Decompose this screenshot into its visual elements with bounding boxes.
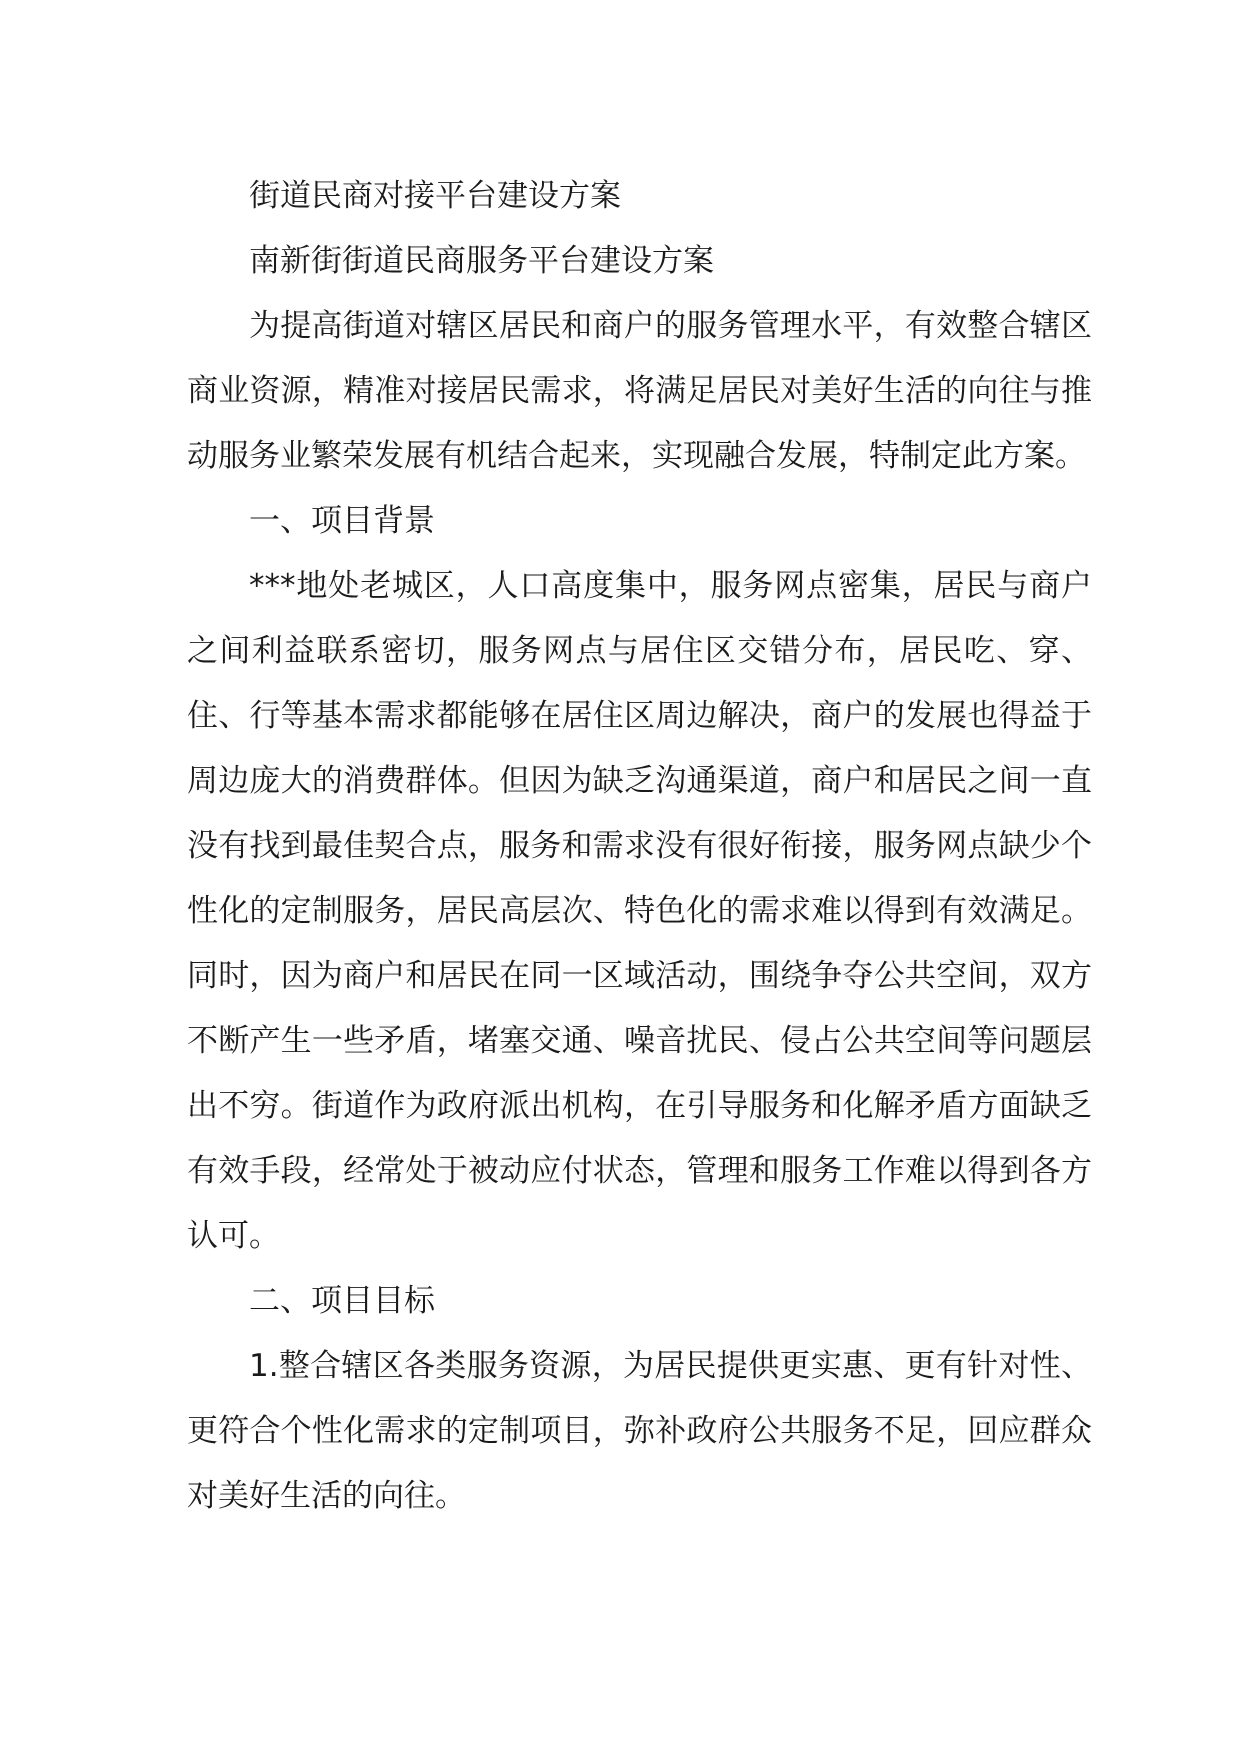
document-body	[187, 164, 1092, 1529]
goal-item-1: 1.整合辖区各类服务资源，为居民提供更实惠、更有针对性、更符合个性化需求的定制项目，弥补政府公共服务不足，回应群众对美好生活的向往。	[187, 1348, 1092, 1514]
document-title: 街道民商对接平台建设方案	[249, 178, 621, 214]
section-heading-goals: 二、项目目标	[249, 1283, 435, 1319]
document-subtitle: 南新街街道民商服务平台建设方案	[249, 243, 714, 279]
intro-paragraph: 为提高街道对辖区居民和商户的服务管理水平，有效整合辖区商业资源，精准对接居民需求，将满足居民对美好生活的向往与推动服务业繁荣发展有机结合起来，实现融合发展，特制定此方案。	[187, 308, 1092, 474]
background-paragraph: ***地处老城区，人口高度集中，服务网点密集，居民与商户之间利益联系密切，服务网点与居住区交错分布，居民吃、穿、住、行等基本需求都能够在居住区周边解决，商户的发展也得益于周边庞大的消费群体。但因为缺乏沟通渠道，商户和居民之间一直没有找到最佳契合点，服务和需求没有很好衔接，服务网点缺少个性化的定制服务，居民高层次、特色化的需求难以得到有效满足。同时，因为商户和居民在同一区域活动，围绕争夺公共空间，双方不断产生一些矛盾，堵塞交通、噪音扰民、侵占公共空间等问题层出不穷。街道作为政府派出机构，在引导服务和化解矛盾方面缺乏有效手段，经常处于被动应付状态，管理和服务工作难以得到各方认可。	[187, 568, 1092, 1254]
section-heading-background: 一、项目背景	[249, 503, 435, 539]
